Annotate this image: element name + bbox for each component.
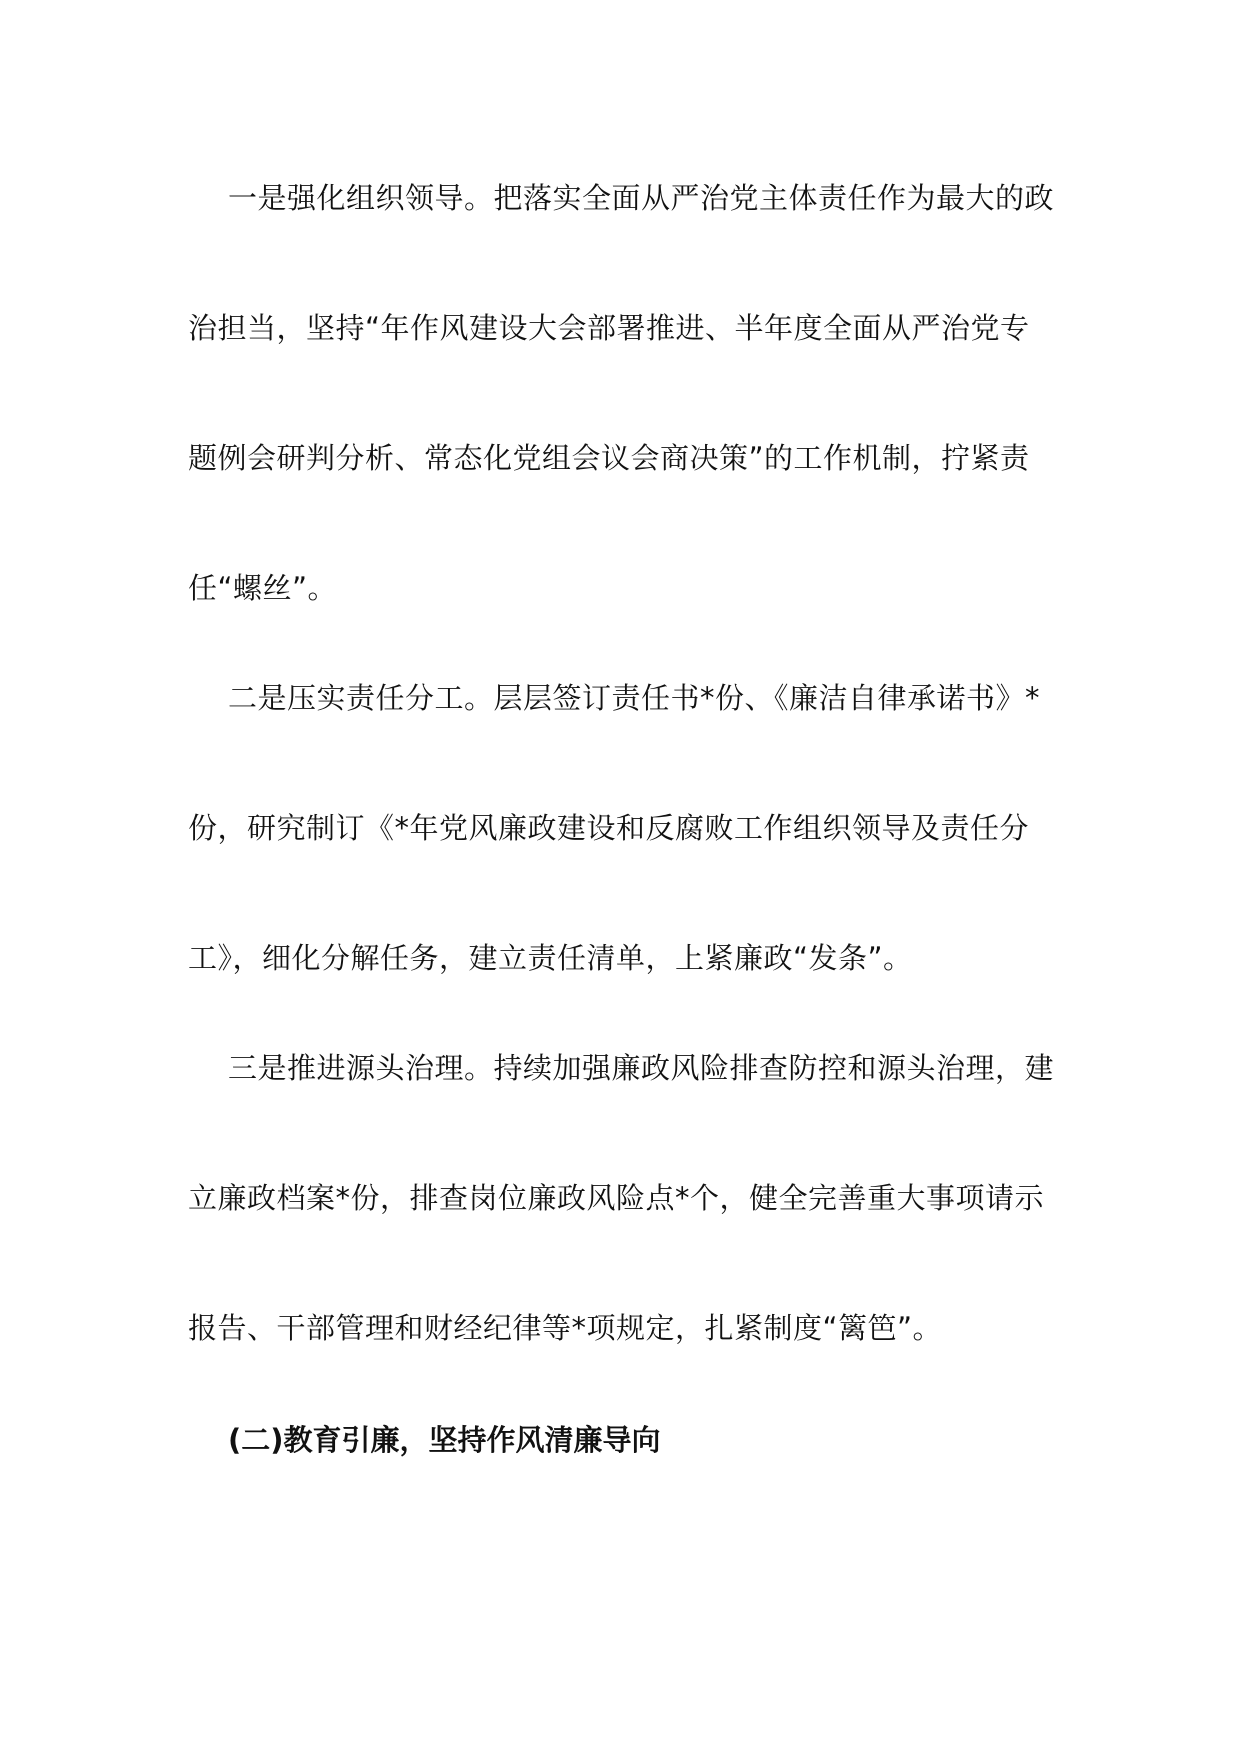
paragraph-2-line-2: 份，研究制订《*年党风廉政建设和反腐败工作组织领导及责任分	[188, 811, 1030, 845]
paragraph-1-line-2: 治担当，坚持“年作风建设大会部署推进、半年度全面从严治党专	[188, 311, 1030, 345]
paragraph-3-line-3: 报告、干部管理和财经纪律等*项规定，扎紧制度“篱笆”。	[188, 1311, 943, 1345]
section-heading: (二)教育引廉，坚持作风清廉导向	[228, 1423, 661, 1457]
paragraph-2-line-1: 二是压实责任分工。层层签订责任书*份、《廉洁自律承诺书》*	[228, 681, 1041, 715]
paragraph-1-line-3: 题例会研判分析、常态化党组会议会商决策”的工作机制，拧紧责	[188, 441, 1030, 475]
paragraph-3-line-1: 三是推进源头治理。持续加强廉政风险排查防控和源头治理，建	[228, 1051, 1055, 1085]
paragraph-1-line-4: 任“螺丝”。	[188, 571, 338, 605]
paragraph-1-line-1: 一是强化组织领导。把落实全面从严治党主体责任作为最大的政	[228, 181, 1055, 215]
paragraph-2-line-3: 工》，细化分解任务，建立责任清单，上紧廉政“发条”。	[188, 941, 913, 975]
paragraph-3-line-2: 立廉政档案*份，排查岗位廉政风险点*个，健全完善重大事项请示	[188, 1181, 1045, 1215]
